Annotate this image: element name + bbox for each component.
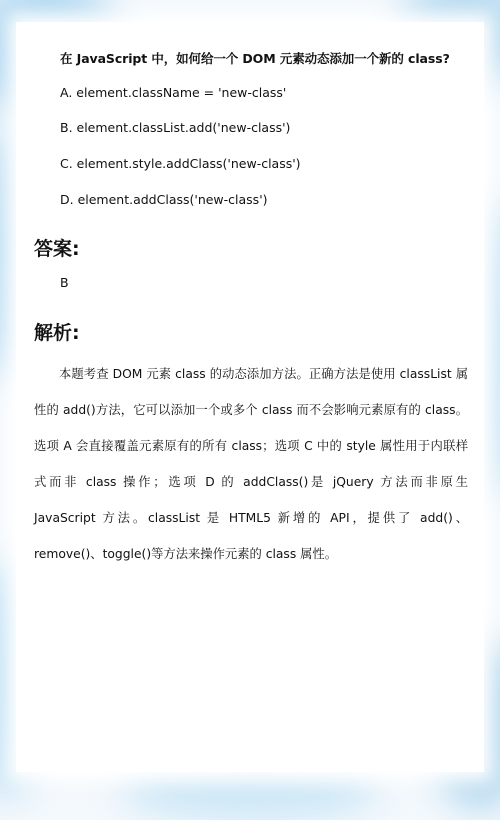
option-b: B. element.classList.add('new-class') xyxy=(60,120,291,135)
question-title: 在 JavaScript 中，如何给一个 DOM 元素动态添加一个新的 class? xyxy=(60,51,450,66)
answer-value: B xyxy=(60,275,69,290)
option-d: D. element.addClass('new-class') xyxy=(60,192,268,207)
answer-heading: 答案: xyxy=(34,238,80,260)
analysis-heading: 解析: xyxy=(34,322,80,344)
option-a: A. element.className = 'new-class' xyxy=(60,85,287,100)
analysis-text: 本题考查 DOM 元素 class 的动态添加方法。正确方法是使用 classList 属性的 add()方法，它可以添加一个或多个 class 而不会影响元素原有的 class。选项 A 会直接覆盖元素原有的所有 class；选项 C 中的 style 属性用于内联样式而非 class 操作；选项 D 的 addClass()是 jQuery 方法而非原生 JavaScript 方法。classList 是 HTML5 新增的 API，提供了 add()、remove()、toggle()等方法来操作元素的 class 属性。 xyxy=(34,367,468,561)
option-c: C. element.style.addClass('new-class') xyxy=(60,156,301,171)
